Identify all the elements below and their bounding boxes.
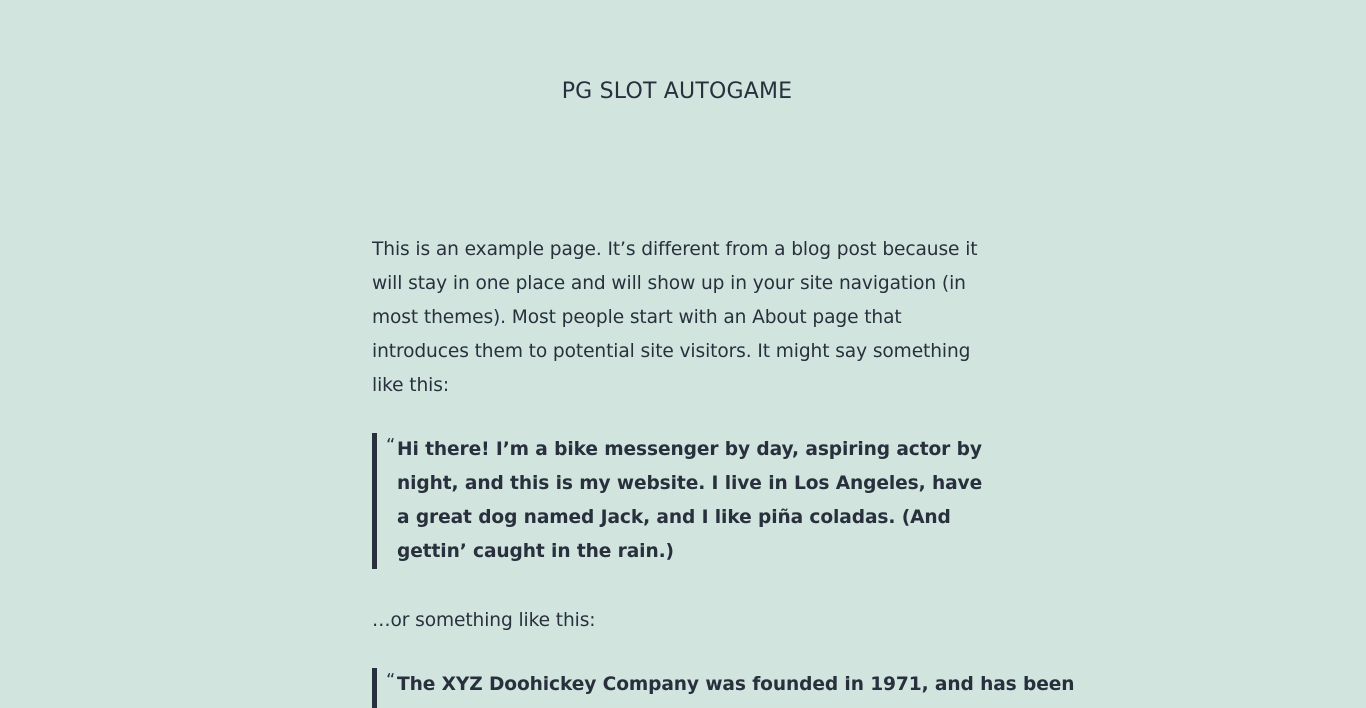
quote-2-text: The XYZ Doohickey Company was founded in 1971, and has been (397, 674, 1075, 695)
quote-1-text: Hi there! I’m a bike messenger by day, aspiring actor by night, and this is my website. I live in Los Angeles, have a great dog named Jack, and I like piña coladas. (And gettin’ caught in the rain.) (397, 439, 983, 562)
middle-paragraph: …or something like this: (372, 610, 596, 631)
blockquote-2 (372, 668, 1075, 708)
site-title-link[interactable]: PG SLOT AUTOGAME (561, 79, 793, 104)
quote-mark-icon: “ (386, 670, 396, 691)
intro-paragraph: This is an example page. It’s different from a blog post because it will stay in one place and will show up in your site navigation (in most themes). Most people start with an About page that introduces them to potential site visitors. It might say something like this: (372, 239, 978, 396)
blockquote-1 (372, 433, 987, 569)
page-content (372, 233, 1075, 708)
quote-mark-icon: “ (386, 435, 396, 456)
site-header (0, 78, 1366, 106)
